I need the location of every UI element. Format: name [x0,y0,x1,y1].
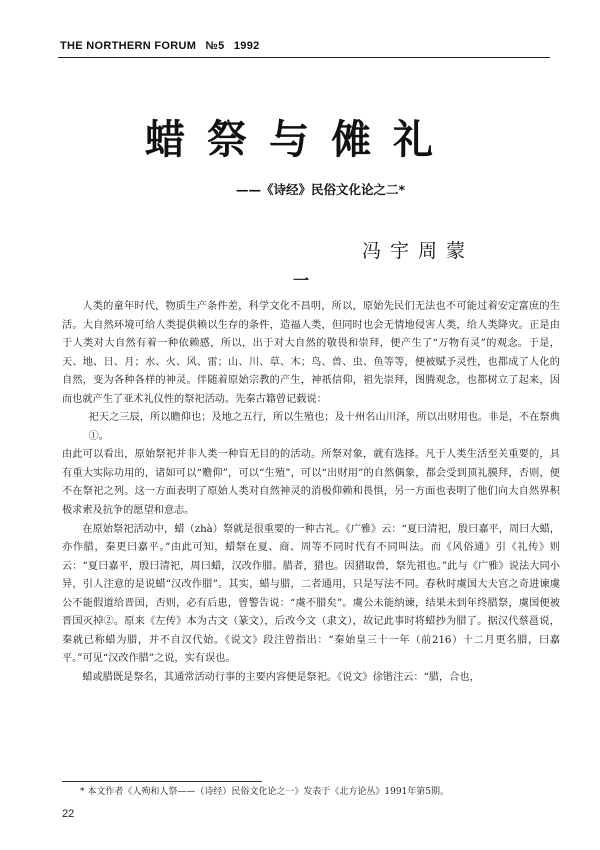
section-marker: 一 [292,271,309,290]
page-number: 22 [62,808,75,820]
block-quote: 祀天之三辰，所以瞻仰也；及地之五行，所以生殖也；及十州名山川泽，所以出财用也。非是，不在祭典①。 [88,412,560,442]
body-paragraph-3: 在原始祭祀活动中，蜡（zhà）祭就是很重要的一种古礼。《广雅》云：“夏曰清祀，殷曰嘉平，周曰大蜡，亦作腊，秦更曰嘉平。”由此可知，蜡祭在夏、商、周等不同时代有不同叫法。而《风俗通》引《礼传》则云：“夏曰嘉平，殷曰清祀，周曰蜡，汉改作腊。腊者，猎也。因猎取兽，祭先祖也。”此与《广雅》说法大同小异，引人注意的是说蜡“汉改作腊”。其实，蜡与腊，二者通用，只是写法不同。春秋时虞国大夫宫之奇进谏虞公不能假道给晋国，否则，必有后患，曾警告说：“虞不腊矣”。虞公未能纳谏，结果未到年终腊祭，虞国便被晋国灭掉②。原来《左传》本为古文（篆文），后改今文（隶文），故记此事时将蜡抄为腊了。据汉代蔡邕说，秦就已称蜡为腊，并不自汉代始。《说文》段注曾指出：“秦始皇三十一年（前216）十二月更名腊，曰嘉平。”可见“汉改作腊”之说，实有误也。 [62,523,560,665]
article-body [62,298,560,687]
header-rule [58,57,550,58]
body-paragraph-4: 蜡或腊既是祭名，其通常活动行事的主要内容便是祭祀。《说文》徐锴注云：“腊，合也， [82,671,480,683]
body-paragraph-1: 人类的童年时代，物质生产条件差，科学文化不昌明，所以，原始先民们无法也不可能过着安定富庶的生活。大自然环境可给人类提供赖以生存的条件，造福人类，但同时也会无情地侵害人类，给人类降灾。正是由于人类对大自然有着一种依赖感，所以，出于对大自然的敬畏和崇拜，便产生了“万物有灵”的观念。于是，天、地、日、月；水、火、风、雷；山、川、草、木；鸟、兽、虫、鱼等等，便被赋予灵性，也都成了人化的自然，变为各种各样的神灵。伴随着原始宗教的产生，神祇信仰，祖先崇拜，图腾观念，也都树立了起来，因而也就产生了亚术礼仪性的祭祀活动。先秦古籍曾记载说： [62,301,560,405]
journal-name: THE NORTHERN FORUM [60,40,197,52]
journal-header [60,40,520,52]
issue-number: №5 [205,40,225,52]
article-subtitle: ——《诗经》民俗文化论之二* [236,182,406,197]
article-author: 冯宇周蒙 [362,240,475,262]
footnote: * 本文作者《人殉和人祭——（诗经）民俗文化论之一》发表于《北方论丛》1991年第5期。 [80,787,449,797]
article-title: 蜡祭与傩礼 [145,116,455,163]
issue-year: 1992 [233,40,260,52]
footnote-rule [62,781,262,782]
body-paragraph-2: 由此可以看出，原始祭祀并非人类一种盲无目的的活动。所祭对象，就有选择。凡于人类生活至关重要的，具有重大实际功用的，诸如可以“赡仰”，可以“生殖”，可以“出财用”的自然偶象，都会受到顶礼膜拜，否则，便不在祭祀之列。这一方面表明了原始人类对自然神灵的消极仰赖和畏惧，另一方面也表明了他们向大自然界积极求索及抗争的愿望和意志。 [62,449,560,517]
